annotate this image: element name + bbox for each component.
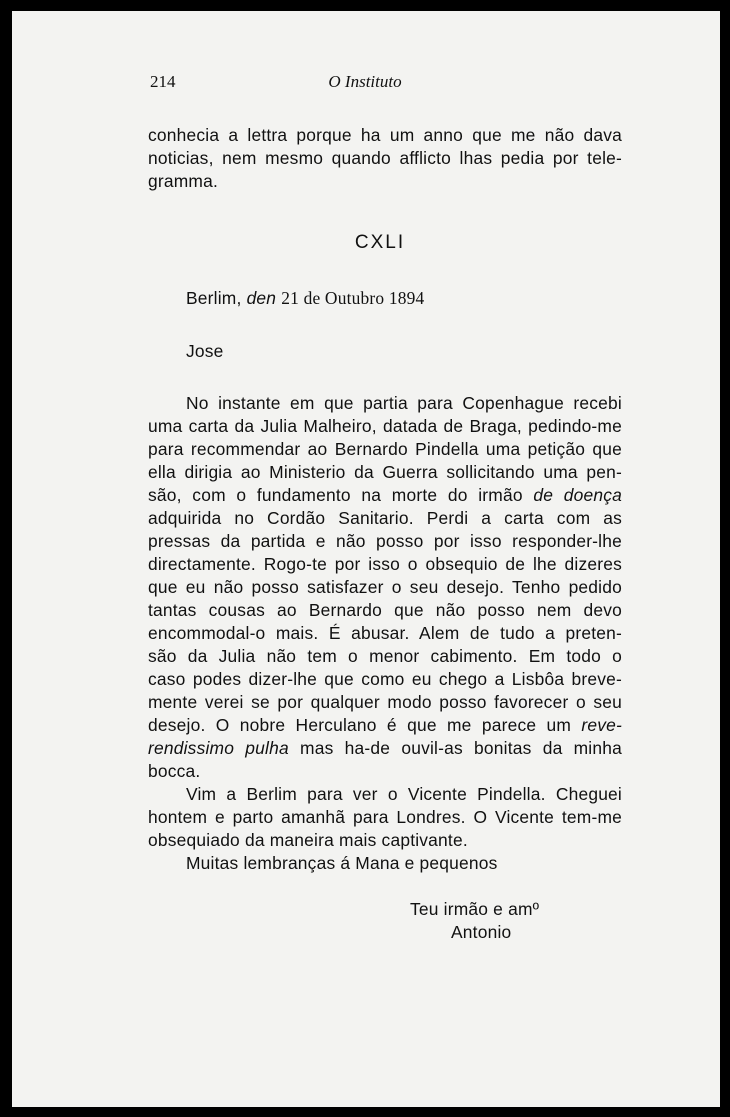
body-text: mas ha-de ouvil-as bonitas da minha: [300, 738, 622, 758]
continuation-line: noticias, nem mesmo quando afflicto lhas pedia por tele-: [148, 148, 622, 168]
body-line: obsequiado da maneira mais captivante.: [148, 830, 468, 850]
body-line: uma carta da Julia Malheiro, datada de Braga, pedindo-me: [148, 416, 622, 436]
body-line: Muitas lembranças á Mana e pequenos: [186, 853, 498, 873]
body-line: [148, 714, 622, 737]
continuation-line: conhecia a lettra porque ha um anno que me não dava: [148, 125, 622, 145]
dateline-den: den: [246, 288, 277, 308]
body-line: adquirida no Cordão Sanitario. Perdi a carta com as: [148, 508, 622, 528]
body-line: para recommendar ao Bernardo Pindella uma petição que: [148, 439, 622, 459]
body-text: são, com o fundamento na morte do irmão: [148, 485, 523, 505]
page-number: 214: [150, 72, 176, 91]
salutation: Jose: [186, 341, 224, 361]
body-line: [148, 737, 622, 760]
body-line: que eu não posso satisfazer o seu desejo. Tenho pedido: [148, 577, 622, 597]
body-line: tantas cousas ao Bernardo que não posso nem devo: [148, 600, 622, 620]
body-italic-text: reve-: [581, 715, 622, 735]
body-line: [148, 484, 622, 507]
body-italic-text: de doença: [533, 485, 622, 505]
dateline: [186, 287, 622, 310]
body-line: bocca.: [148, 761, 201, 781]
body-line: ella dirigia ao Ministerio da Guerra sollicitando uma pen-: [148, 462, 622, 482]
running-title: O Instituto: [328, 72, 402, 91]
closing: Teu irmão e amº: [410, 899, 540, 919]
body-line: encommodal-o mais. É abusar. Alem de tudo a preten-: [148, 623, 622, 643]
body-text: desejo. O nobre Herculano é que me parece um: [148, 715, 572, 735]
continuation-line: gramma.: [148, 171, 219, 191]
dateline-place: Berlim,: [186, 288, 242, 308]
body-line: são da Julia não tem o menor cabimento. Em todo o: [148, 646, 622, 666]
body-line: pressas da partida e não posso por isso responder-lhe: [148, 531, 622, 551]
signature: Antonio: [451, 922, 512, 942]
body-italic-text: rendissimo pulha: [148, 738, 289, 758]
letter-number: CXLI: [354, 232, 406, 253]
body-line: mente verei se por qualquer modo posso favorecer o seu: [148, 692, 622, 712]
body-line: hontem e parto amanhã para Londres. O Vicente tem-me: [148, 807, 622, 827]
body-line: caso podes dizer-lhe que como eu chego a Lisbôa breve-: [148, 669, 622, 689]
body-line: directamente. Rogo-te por isso o obsequio de lhe dizeres: [148, 554, 622, 574]
dateline-date: 21 de Outubro 1894: [281, 288, 425, 308]
body-line: No instante em que partia para Copenhague recebi: [186, 393, 622, 413]
body-line: Vim a Berlim para ver o Vicente Pindella. Cheguei: [186, 784, 622, 804]
